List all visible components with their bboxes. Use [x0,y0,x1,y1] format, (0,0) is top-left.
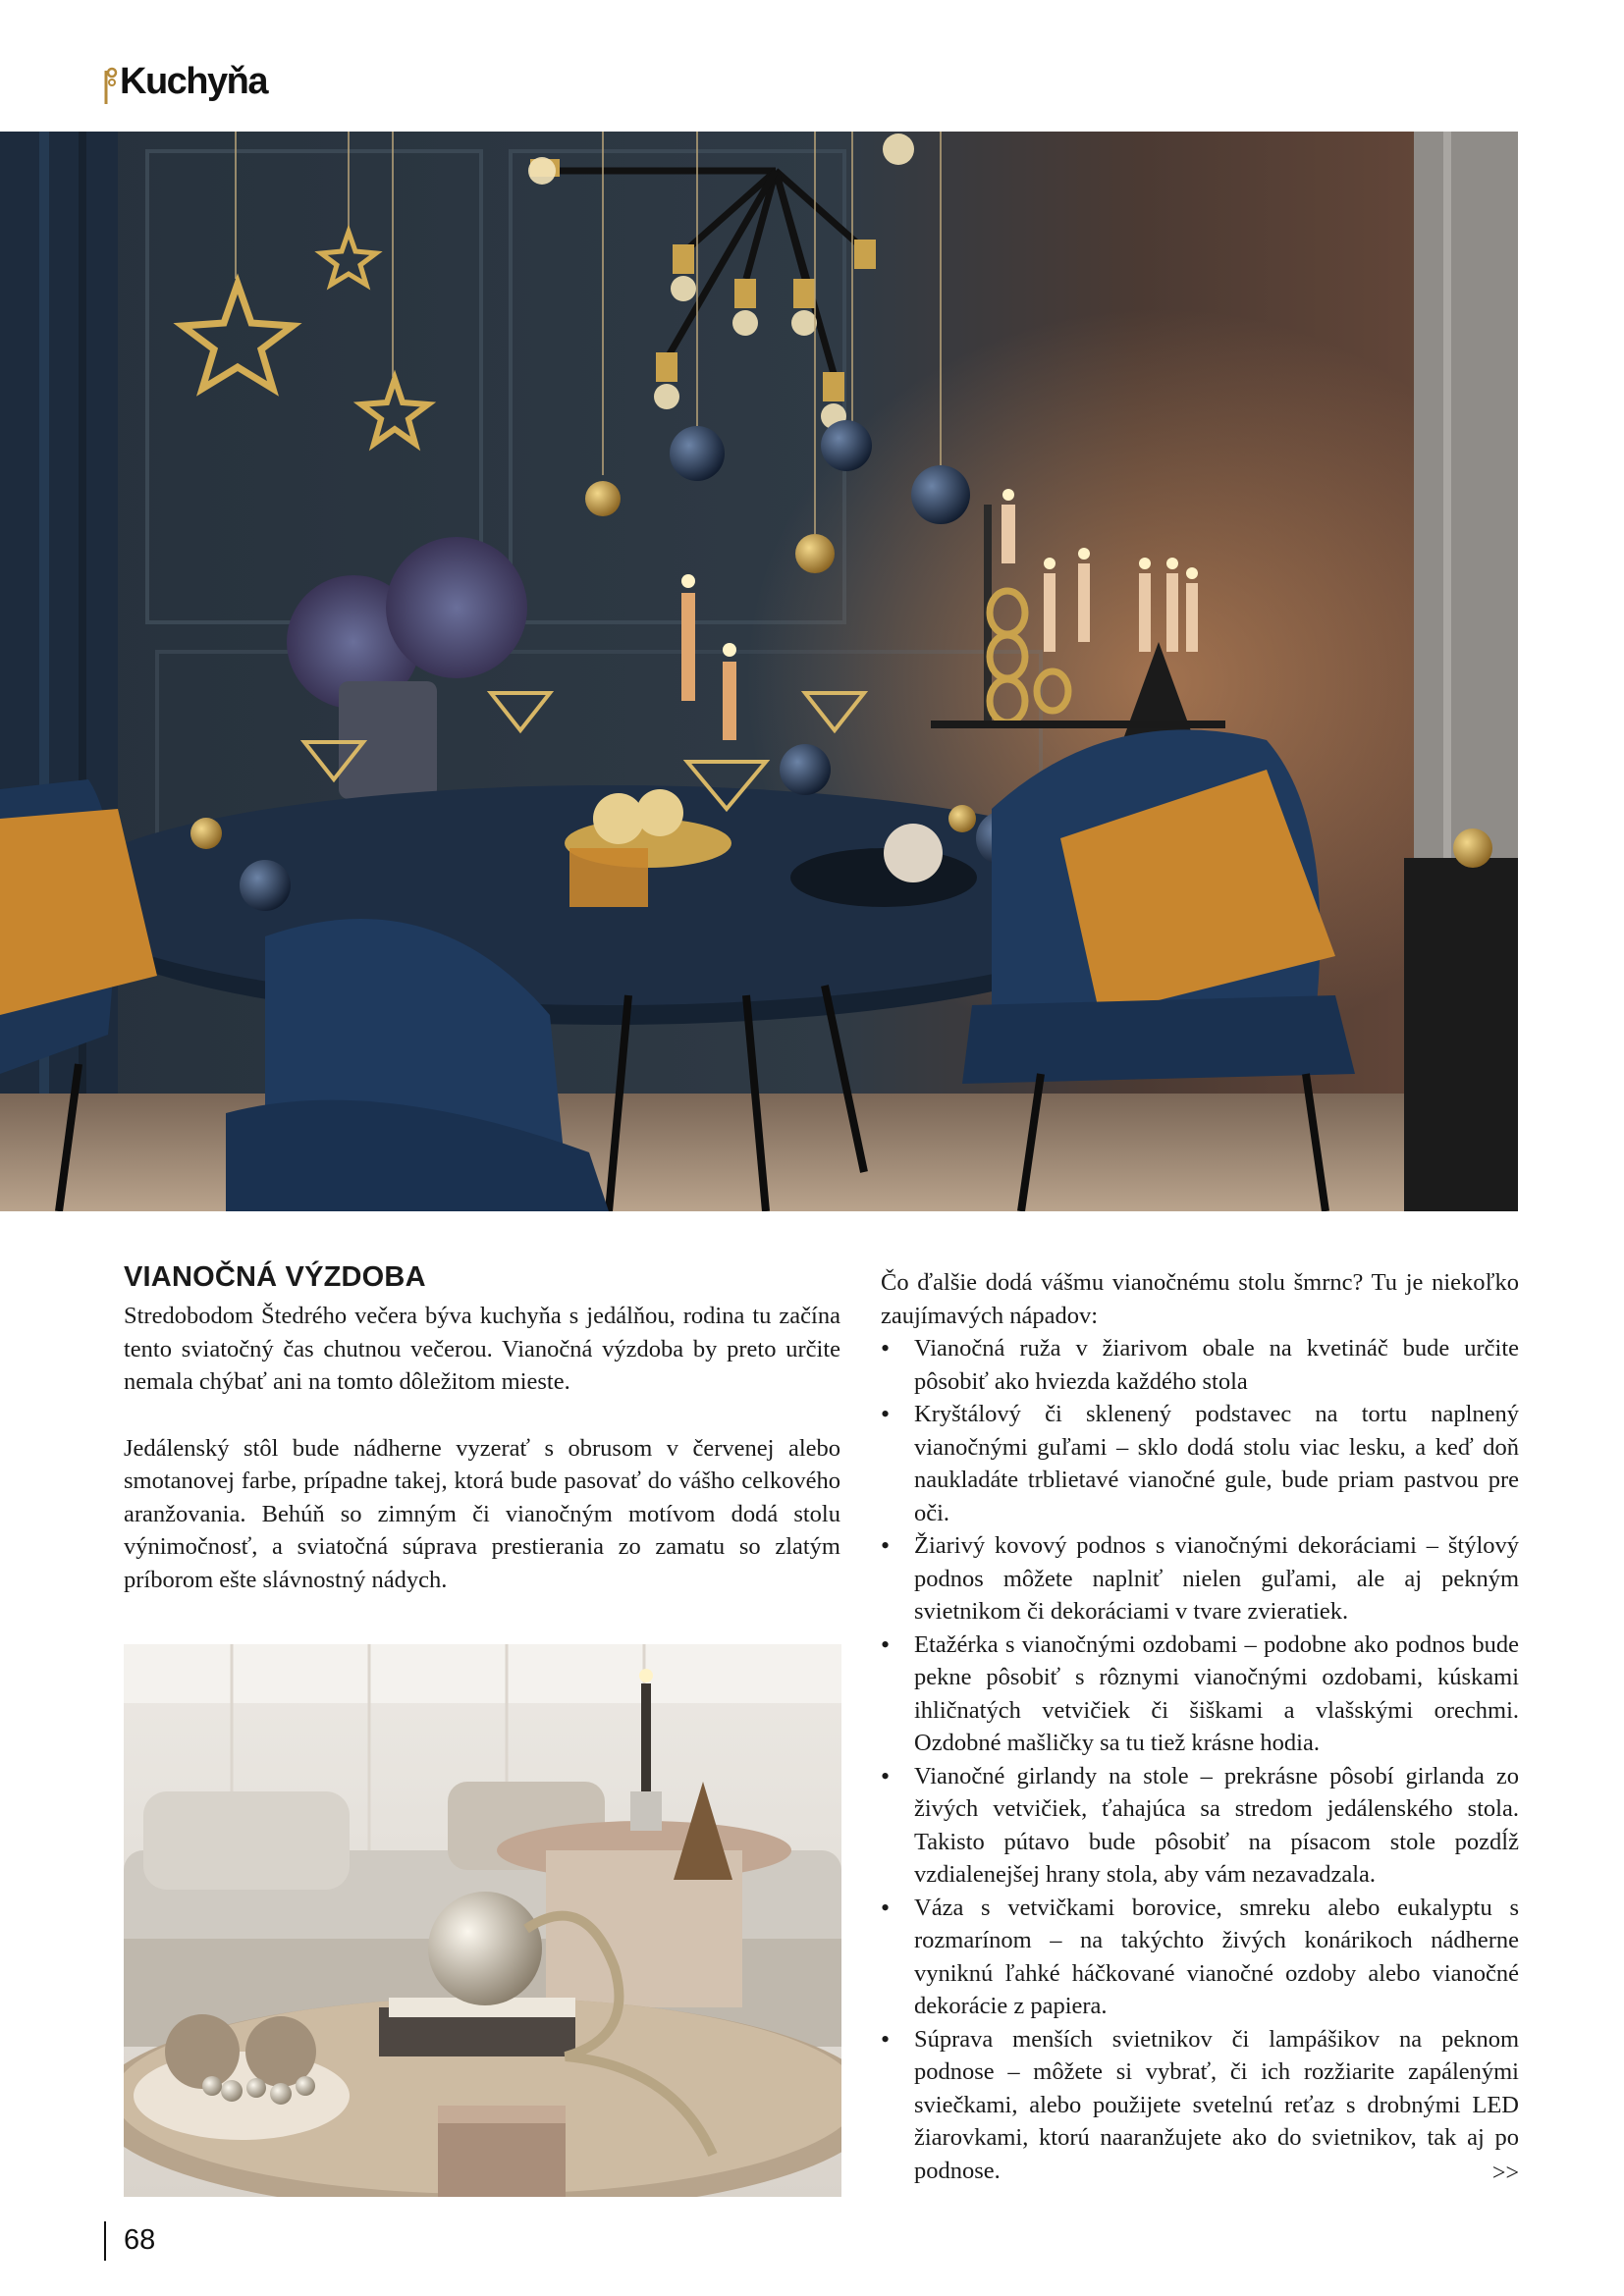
page-number: 68 [124,2224,156,2256]
ideas-intro: Čo ďalšie dodá vášmu vianočnému stolu šmrnc? Tu je niekoľko zaujímavých nápadov: [881,1269,1519,1329]
list-item: • Etažérka s vianočnými ozdobami – podobne ako podnos bude pekne pôsobiť s rôznymi vianočnými ozdobami, kúskami ihličnatých vetvičiek či šiškami a vlašskými orechmi. Ozdobné mašličky sa tu tiež krásne hodia. [881,1629,1519,1760]
list-item [881,2023,1519,2188]
ideas-list [881,1332,1519,2187]
article-right-column [881,1266,1519,2187]
list-item: • Vianočné girlandy na stole – prekrásne pôsobí girlanda zo živých vetvičiek, ťahajúca sa stredom jedálenského stola. Takisto pútavo bude pôsobiť na písacom stole pozdĺž vzdialenejšej hrany stola, aby vám nezavadzala. [881,1760,1519,1892]
article-paragraph-2: Jedálenský stôl bude nádherne vyzerať s obrusom v červenej alebo smotanovej farbe, prípadne takej, ktorá bude pasovať do vášho celkového aranžovania. Behúň so zimným či vianočným motívom dodá stolu výnimočnosť, a sviatočná súprava prestierania zo zamatu so zlatým príborom ešte slávnostný nádych. [124,1434,840,1593]
list-item: • Vianočná ruža v žiarivom obale na kvetináč bude určite pôsobiť ako hviezda každého stola [881,1332,1519,1398]
living-room-decor-photo [124,1644,841,2197]
hero-photo-dining-table [0,132,1518,1211]
continue-mark: >> [1491,2161,1519,2186]
list-item: • Kryštálový či sklenený podstavec na tortu naplnený vianočnými guľami – sklo dodá stolu viac lesku, a keď doň naukladáte trblietavé vianočné gule, bude priam pastvou pre oči. [881,1398,1519,1529]
list-item: • Žiarivý kovový podnos s vianočnými dekoráciami – štýlový podnos môžete naplniť nielen guľami, ale aj pekným svietnikom či dekoráciami v tvare zvieratiek. [881,1529,1519,1629]
article-left-column [124,1261,840,1596]
section-logo-text: Kuchyňa [120,61,267,102]
article-intro: Stredobodom Štedrého večera býva kuchyňa s jedálňou, rodina tu začína tento sviatočný čas chutnou večerou. Vianočná výzdoba by preto určite nemala chýbať ani na tomto dôležitom mieste. [124,1303,840,1395]
list-item-text: Súprava menších svietnikov či lampášikov na peknom podnose – môžete si vybrať, či ich rozžiarite zapálenými sviečkami, alebo použijete svetelnú reťaz s drobnými LED žiarovkami, ktorú naaranžujete ako do svietnikov, tak aj po podnose. [914,2025,1519,2184]
list-item: • Váza s vetvičkami borovice, smreku alebo eukalyptu s rozmarínom – na takýchto živých konárikoch nádherne vyniknú ľahké háčkované vianočné ozdoby alebo vianočné dekorácie z papiera. [881,1892,1519,2023]
page-number-rule [104,2221,106,2261]
article-heading: VIANOČNÁ VÝZDOBA [124,1261,426,1293]
